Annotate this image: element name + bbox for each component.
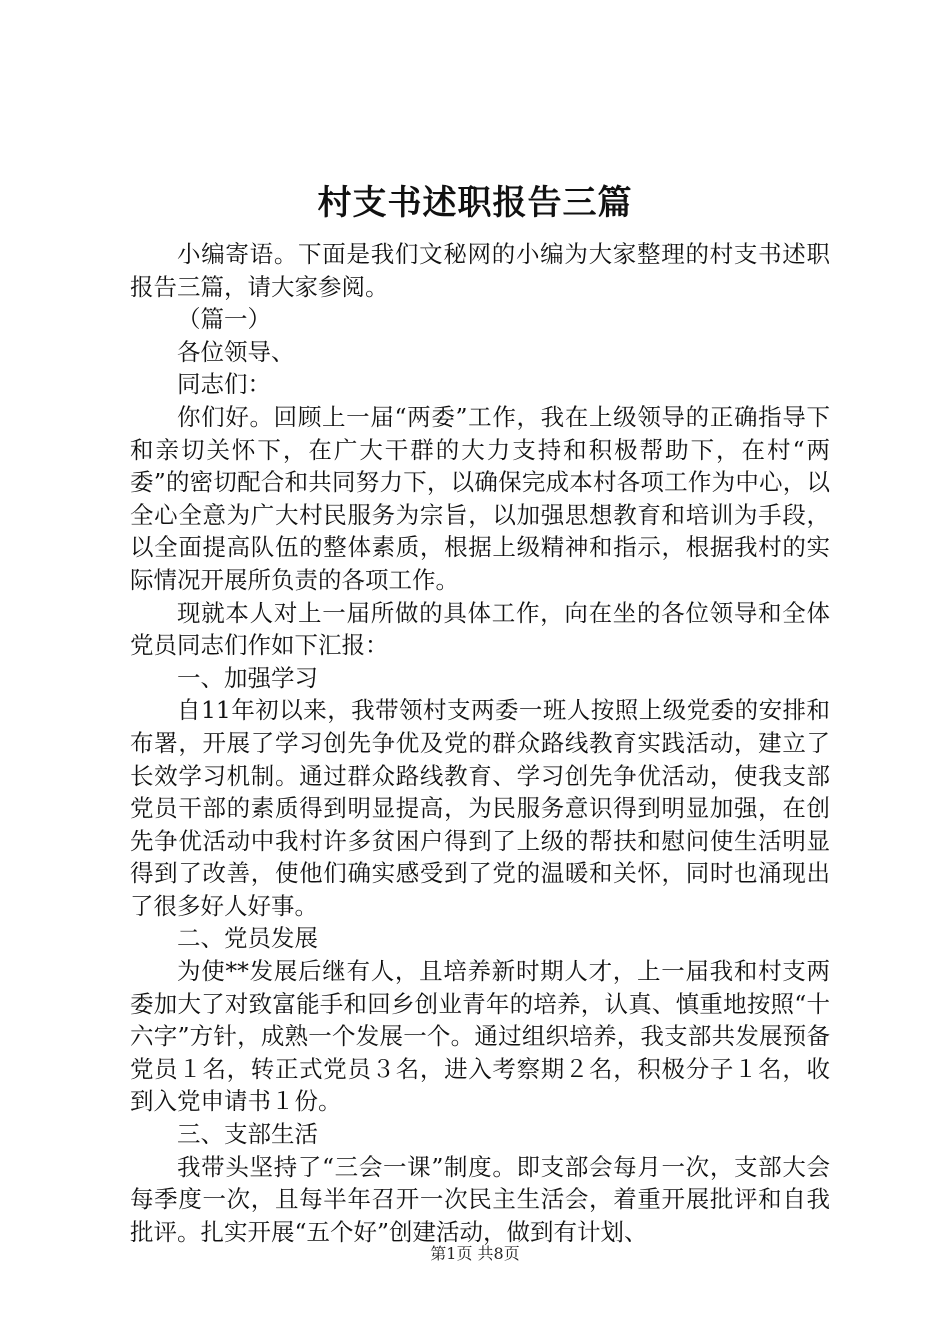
body-paragraph: 为使**发展后继有人，且培养新时期人才，上一届我和村支两委加大了对致富能手和回乡创业青年的培养，认真、慎重地按照“十六字”方针，成熟一个发展一个。通过组织培养，我支部共发展预备党员１名，转正式党员３名，进入考察期２名，积极分子１名，收到入党申请书１份。 <box>130 957 830 1116</box>
body-paragraph: 现就本人对上一届所做的具体工作，向在坐的各位领导和全体党员同志们作如下汇报： <box>130 598 830 660</box>
page-number-footer: 第1页 共8页 <box>430 1244 520 1263</box>
salutation-line: 各位领导、 <box>177 337 295 366</box>
salutation-line: 同志们： <box>177 370 271 399</box>
section-heading: 二、党员发展 <box>177 924 318 953</box>
body-paragraph: 我带头坚持了“三会一课”制度。即支部会每月一次，支部大会每季度一次，且每半年召开一次民主生活会，着重开展批评和自我批评。扎实开展“五个好”创建活动，做到有计划、 <box>130 1152 830 1246</box>
section-heading: 三、支部生活 <box>177 1120 318 1149</box>
document-body <box>130 238 830 1248</box>
body-paragraph: 你们好。回顾上一届“两委”工作，我在上级领导的正确指导下和亲切关怀下，在广大干群的大力支持和积极帮助下，在村“两委”的密切配合和共同努力下，以确保完成本村各项工作为中心，以全心全意为广大村民服务为宗旨，以加强思想教育和培训为手段，以全面提高队伍的整体素质，根据上级精神和指示，根据我村的实际情况开展所负责的各项工作。 <box>130 402 830 594</box>
body-paragraph: 自11年初以来，我带领村支两委一班人按照上级党委的安排和布署，开展了学习创先争优及党的群众路线教育实践活动，建立了长效学习机制。通过群众路线教育、学习创先争优活动，使我支部党员干部的素质得到明显提高，为民服务意识得到明显加强，在创先争优活动中我村许多贫困户得到了上级的帮扶和慰问使生活明显得到了改善，使他们确实感受到了党的温暖和关怀，同时也涌现出了很多好人好事。 <box>130 696 830 920</box>
intro-paragraph: 小编寄语。下面是我们文秘网的小编为大家整理的村支书述职报告三篇，请大家参阅。 <box>130 240 830 301</box>
section-label: （篇一） <box>177 305 271 334</box>
section-heading: 一、加强学习 <box>177 663 318 692</box>
document-title: 村支书述职报告三篇 <box>317 183 633 223</box>
